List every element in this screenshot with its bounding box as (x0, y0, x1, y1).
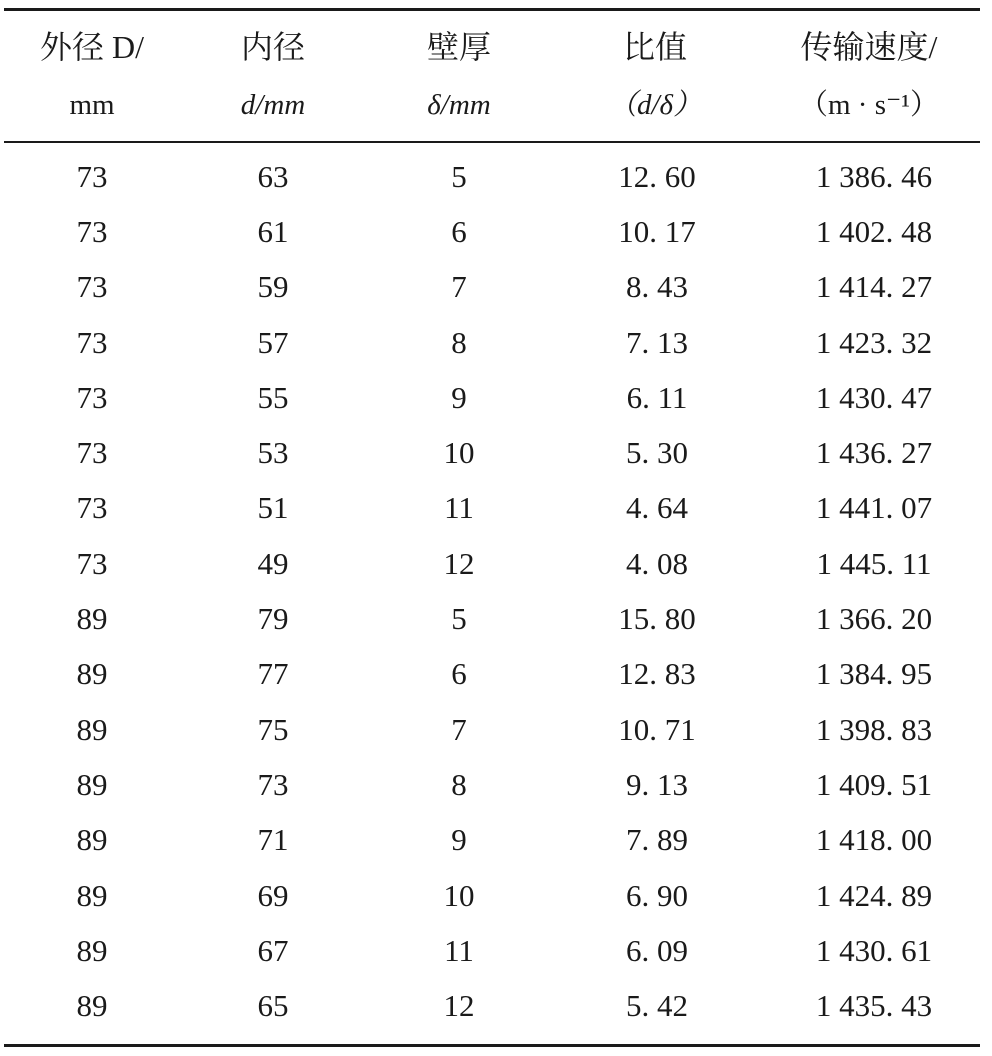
cell-ratio: 8. 43 (626, 269, 688, 305)
cell-speed: 1 414. 27 (815, 269, 933, 305)
table-row (4, 425, 980, 480)
cell-wall-thickness: 6 (451, 656, 467, 692)
cell-inner-diameter: 69 (257, 877, 289, 913)
cell-inner-diameter: 63 (257, 158, 289, 194)
cell-outer-diameter: 73 (76, 490, 108, 526)
header-wall-thickness (366, 11, 552, 141)
cell-outer-diameter: 73 (76, 379, 108, 415)
table-row (4, 923, 980, 978)
cell-outer-diameter: 73 (76, 269, 108, 305)
cell-speed: 1 384. 95 (815, 656, 933, 692)
cell-speed: 1 435. 43 (815, 988, 933, 1024)
cell-inner-diameter: 73 (257, 766, 289, 802)
cell-ratio: 12. 60 (618, 158, 696, 194)
table-row (4, 143, 980, 204)
cell-wall-thickness: 7 (451, 269, 467, 305)
cell-inner-diameter: 57 (257, 324, 289, 360)
header-row (4, 11, 980, 141)
cell-speed: 1 366. 20 (815, 601, 933, 637)
cell-inner-diameter: 67 (257, 932, 289, 968)
table-row (4, 978, 980, 1043)
header-outer-diameter (4, 11, 180, 141)
data-table-body (4, 143, 980, 1044)
cell-inner-diameter: 65 (257, 988, 289, 1024)
table-row (4, 315, 980, 370)
cell-ratio: 6. 90 (626, 877, 688, 913)
cell-inner-diameter: 79 (257, 601, 289, 637)
header-ratio-line1: 比值 (622, 29, 687, 65)
cell-ratio: 6. 09 (626, 932, 688, 968)
header-speed-line1: 传输速度/ (800, 29, 938, 65)
cell-wall-thickness: 8 (451, 766, 467, 802)
cell-ratio: 7. 13 (626, 324, 688, 360)
cell-ratio: 10. 17 (618, 213, 696, 249)
cell-speed: 1 430. 61 (815, 932, 933, 968)
cell-ratio: 5. 42 (626, 988, 688, 1024)
cell-ratio: 12. 83 (618, 656, 696, 692)
cell-ratio: 7. 89 (626, 822, 688, 858)
cell-outer-diameter: 89 (76, 822, 108, 858)
table-row (4, 647, 980, 702)
cell-inner-diameter: 59 (257, 269, 289, 305)
cell-wall-thickness: 12 (443, 545, 475, 581)
cell-wall-thickness: 8 (451, 324, 467, 360)
cell-outer-diameter: 89 (76, 932, 108, 968)
cell-inner-diameter: 61 (257, 213, 289, 249)
cell-outer-diameter: 73 (76, 545, 108, 581)
table-body (4, 143, 980, 1044)
cell-outer-diameter: 89 (76, 877, 108, 913)
cell-outer-diameter: 89 (76, 766, 108, 802)
cell-ratio: 4. 08 (626, 545, 688, 581)
cell-outer-diameter: 89 (76, 656, 108, 692)
header-inner-diameter-line1: 内径 (240, 29, 305, 65)
cell-speed: 1 430. 47 (815, 379, 933, 415)
cell-inner-diameter: 55 (257, 379, 289, 415)
header-inner-diameter (180, 11, 366, 141)
cell-ratio: 5. 30 (626, 435, 688, 471)
cell-speed: 1 409. 51 (815, 766, 933, 802)
cell-outer-diameter: 73 (76, 158, 108, 194)
data-table (4, 11, 980, 141)
cell-wall-thickness: 5 (451, 158, 467, 194)
cell-outer-diameter: 89 (76, 711, 108, 747)
table-header (4, 11, 980, 141)
cell-speed: 1 445. 11 (816, 545, 932, 581)
cell-wall-thickness: 10 (443, 435, 475, 471)
table-row (4, 260, 980, 315)
table-row (4, 757, 980, 812)
cell-wall-thickness: 6 (451, 213, 467, 249)
cell-inner-diameter: 53 (257, 435, 289, 471)
cell-speed: 1 424. 89 (815, 877, 933, 913)
table-row (4, 481, 980, 536)
cell-wall-thickness: 9 (451, 379, 467, 415)
cell-wall-thickness: 11 (444, 490, 474, 526)
header-outer-diameter-line1: 外径 D/ (39, 29, 144, 65)
table-row (4, 370, 980, 425)
table-row (4, 813, 980, 868)
cell-speed: 1 423. 32 (815, 324, 933, 360)
table-row (4, 868, 980, 923)
cell-inner-diameter: 51 (257, 490, 289, 526)
cell-inner-diameter: 49 (257, 545, 289, 581)
data-table-container (4, 8, 980, 1047)
table-row (4, 536, 980, 591)
cell-speed: 1 402. 48 (815, 213, 933, 249)
cell-speed: 1 436. 27 (815, 435, 933, 471)
cell-wall-thickness: 5 (451, 601, 467, 637)
header-speed-line2: （m · s⁻¹） (798, 89, 939, 121)
table-bottom-rule (4, 1044, 980, 1047)
header-speed (758, 11, 980, 141)
cell-outer-diameter: 89 (76, 601, 108, 637)
cell-wall-thickness: 11 (444, 932, 474, 968)
cell-speed: 1 386. 46 (815, 158, 933, 194)
table-row (4, 702, 980, 757)
table-row (4, 204, 980, 259)
cell-ratio: 9. 13 (626, 766, 688, 802)
cell-ratio: 15. 80 (618, 601, 696, 637)
cell-ratio: 6. 11 (626, 379, 688, 415)
cell-inner-diameter: 77 (257, 656, 289, 692)
cell-outer-diameter: 89 (76, 988, 108, 1024)
header-wall-thickness-line2: δ/mm (427, 89, 491, 121)
cell-outer-diameter: 73 (76, 324, 108, 360)
cell-speed: 1 418. 00 (815, 822, 933, 858)
cell-wall-thickness: 10 (443, 877, 475, 913)
cell-inner-diameter: 71 (257, 822, 289, 858)
header-wall-thickness-line1: 壁厚 (426, 29, 491, 65)
cell-outer-diameter: 73 (76, 213, 108, 249)
header-inner-diameter-line2: d/mm (240, 89, 306, 121)
table-row (4, 591, 980, 646)
header-ratio-line2: （d/δ） (607, 89, 703, 121)
cell-wall-thickness: 9 (451, 822, 467, 858)
cell-speed: 1 441. 07 (815, 490, 933, 526)
cell-ratio: 10. 71 (618, 711, 696, 747)
cell-ratio: 4. 64 (626, 490, 688, 526)
cell-inner-diameter: 75 (257, 711, 289, 747)
cell-wall-thickness: 12 (443, 988, 475, 1024)
cell-outer-diameter: 73 (76, 435, 108, 471)
cell-speed: 1 398. 83 (815, 711, 933, 747)
header-ratio (552, 11, 758, 141)
header-outer-diameter-line2: mm (69, 89, 115, 121)
cell-wall-thickness: 7 (451, 711, 467, 747)
